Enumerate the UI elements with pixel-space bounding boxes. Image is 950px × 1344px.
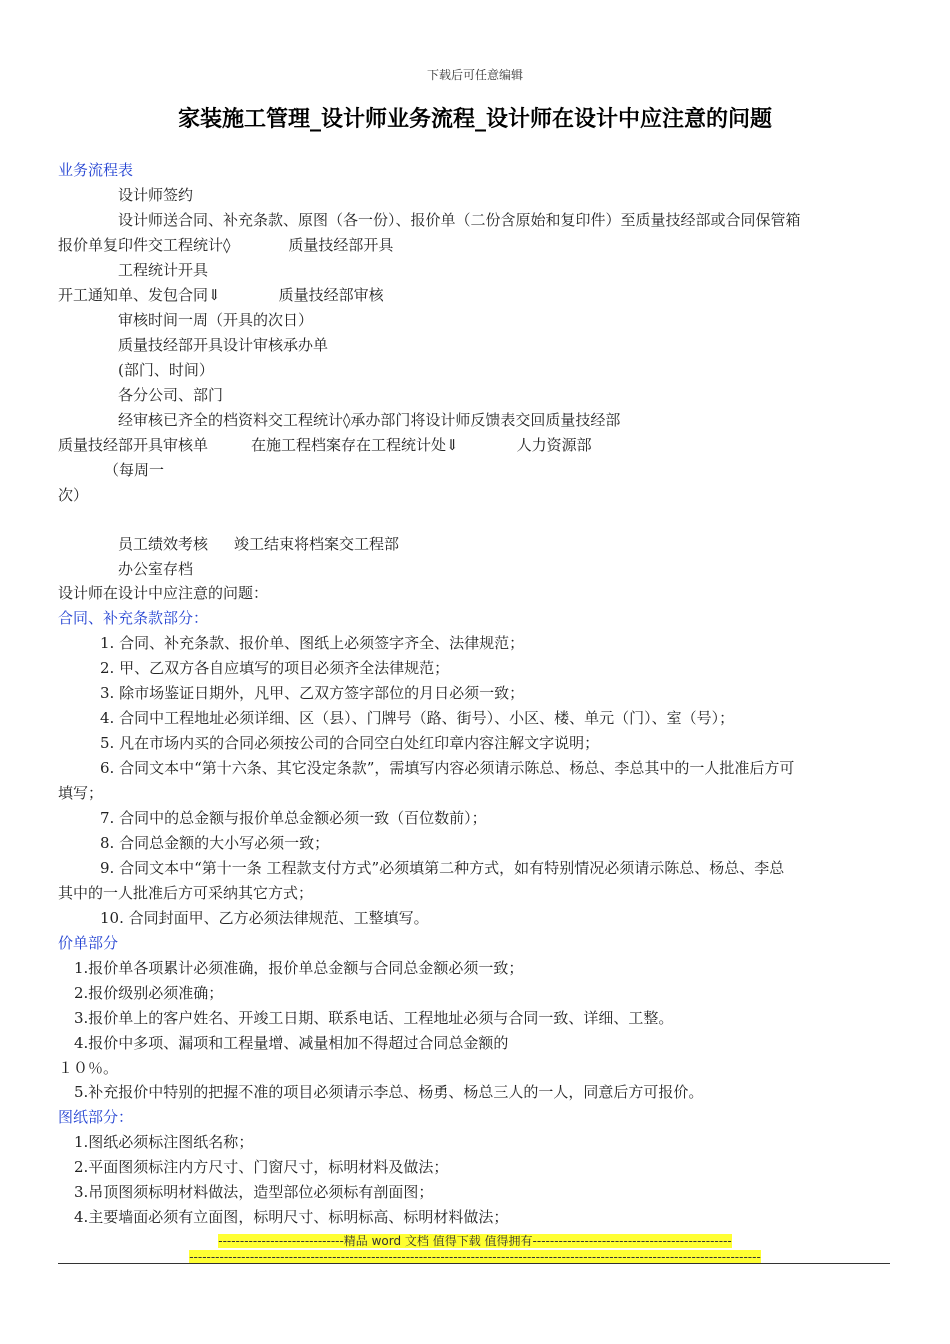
flow-line xyxy=(58,234,393,256)
section-heading-drawing: 图纸部分： xyxy=(58,1108,134,1126)
flow-text: 在施工程档案存在工程统计处⇓ xyxy=(251,436,459,454)
quote-item: 2.报价级别必须准确； xyxy=(74,984,224,1002)
flow-line: （每周一 xyxy=(104,461,165,479)
flow-text: 质量技经部开具审核单 xyxy=(58,436,209,454)
drawing-item: 2.平面图须标注内方尺寸、门窗尺寸，标明材料及做法； xyxy=(74,1158,449,1176)
document-title: 家装施工管理_设计师业务流程_设计师在设计中应注意的问题 xyxy=(177,107,772,132)
quote-item: 1.报价单各项累计必须准确，报价单总金额与合同总金额必须一致； xyxy=(74,959,524,977)
quote-item: 5.补充报价中特别的把握不准的项目必须请示李总、杨勇、杨总三人的一人，同意后方可报价。 xyxy=(74,1083,704,1101)
drawing-item: 1.图纸必须标注图纸名称； xyxy=(74,1133,254,1151)
contract-item-continued: 其中的一人批准后方可采纳其它方式； xyxy=(58,884,314,902)
drawing-item: 3.吊顶图须标明材料做法，造型部位必须标有剖面图； xyxy=(74,1183,434,1201)
flow-text: 质量技经部审核 xyxy=(278,286,384,304)
flow-line xyxy=(58,434,592,456)
contract-item: 8. 合同总金额的大小写必须一致； xyxy=(100,834,330,852)
section-heading-contract: 合同、补充条款部分： xyxy=(58,609,209,627)
flow-text: 人力资源部 xyxy=(516,436,592,454)
flow-line: 次） xyxy=(58,486,89,504)
flow-line: 经审核已齐全的档资料交工程统计◊承办部门将设计师反馈表交回质量技经部 xyxy=(118,411,621,429)
flow-line: 设计师签约 xyxy=(118,186,194,204)
contract-item-continued: 填写； xyxy=(58,784,104,802)
section-heading-flow: 业务流程表 xyxy=(58,161,134,179)
flow-line xyxy=(58,284,384,306)
drawing-item: 4.主要墙面必须有立面图，标明尺寸、标明标高、标明材料做法； xyxy=(74,1208,509,1226)
flow-line: 各分公司、部门 xyxy=(118,386,224,404)
flow-line: (部门、时间） xyxy=(118,361,214,379)
quote-item: 3.报价单上的客户姓名、开竣工日期、联系电话、工程地址必须与合同一致、详细、工整。 xyxy=(74,1009,674,1027)
contract-item: 4. 合同中工程地址必须详细、区（县）、门牌号（路、街号）、小区、楼、单元（门）、室（号）； xyxy=(100,709,735,727)
flow-line: 工程统计开具 xyxy=(118,261,209,279)
contract-item: 5. 凡在市场内买的合同必须按公司的合同空白处红印章内容注解文字说明； xyxy=(100,734,600,752)
footer-banner-text: ------------------------------------------------------------------------------------------------------------------------------------ xyxy=(189,1250,761,1264)
contract-item: 10. 合同封面甲、乙方必须法律规范、工整填写。 xyxy=(100,909,429,927)
contract-item: 7. 合同中的总金额与报价单总金额必须一致（百位数前）； xyxy=(100,809,487,827)
flow-text: 竣工结束将档案交工程部 xyxy=(234,535,400,553)
flow-line: 办公室存档 xyxy=(118,560,194,578)
flow-line: 质量技经部开具设计审核承办单 xyxy=(118,336,329,354)
flow-line: 审核时间一周（开具的次日） xyxy=(118,311,314,329)
section-heading-quote: 价单部分 xyxy=(58,934,119,952)
flow-line: 设计师送合同、补充条款、原图（各一份）、报价单（二份含原始和复印件）至质量技经部或合同保管箱 xyxy=(118,211,801,229)
header-note: 下载后可任意编辑 xyxy=(426,68,523,82)
flow-text: 开工通知单、发包合同⇓ xyxy=(58,286,221,304)
flow-text: 员工绩效考核 xyxy=(118,535,209,553)
flow-text: 质量技经部开具 xyxy=(288,236,394,254)
quote-item-continued: １０％。 xyxy=(58,1059,119,1077)
flow-line xyxy=(118,533,399,555)
contract-item: 9. 合同文本中“第十一条 工程款支付方式”必须填第二种方式，如有特别情况必须请示陈总、杨总、李总 xyxy=(100,859,785,877)
quote-item: 4.报价中多项、漏项和工程量增、减量相加不得超过合同总金额的 xyxy=(74,1034,509,1052)
footer-rule xyxy=(58,1263,890,1264)
contract-item: 2. 甲、乙双方各自应填写的项目必须齐全法律规范； xyxy=(100,659,450,677)
flow-text: 报价单复印件交工程统计◊ xyxy=(58,236,231,254)
flow-line: 设计师在设计中应注意的问题： xyxy=(58,584,269,602)
contract-item: 3. 除市场鉴证日期外，凡甲、乙双方签字部位的月日必须一致； xyxy=(100,684,525,702)
footer-banner-text: -----------------------------精品 word 文档 值得下载 值得拥有---------------------------------------------- xyxy=(218,1234,732,1248)
contract-item: 1. 合同、补充条款、报价单、图纸上必须签字齐全、法律规范； xyxy=(100,634,525,652)
contract-item: 6. 合同文本中“第十六条、其它没定条款”，需填写内容必须请示陈总、杨总、李总其中的一人批准后方可 xyxy=(100,759,795,777)
